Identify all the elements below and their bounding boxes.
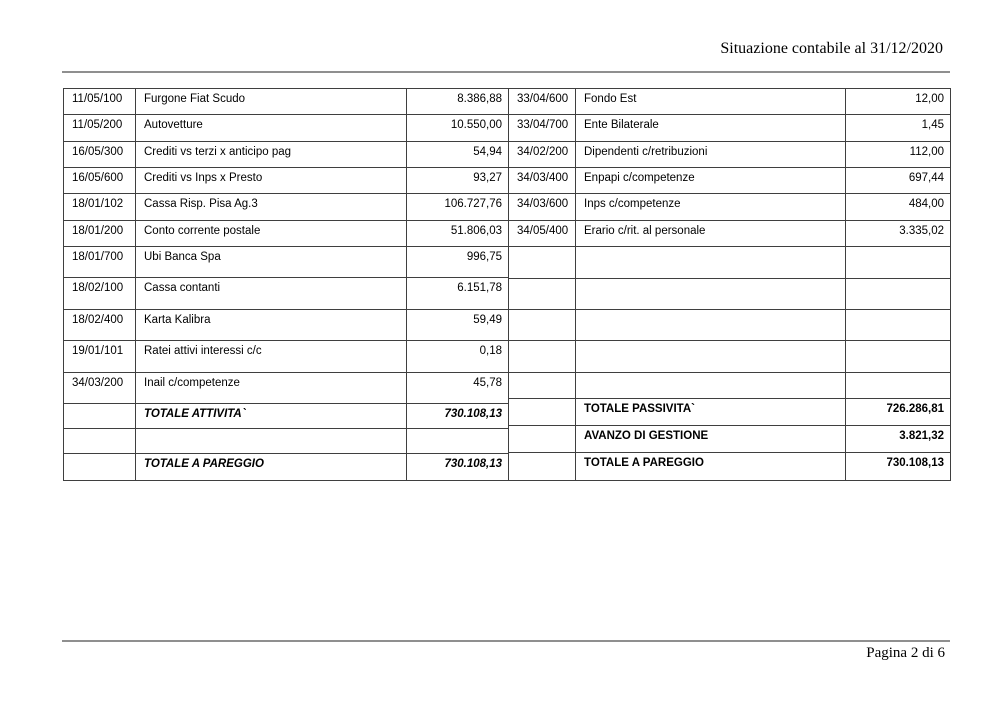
account-code-cell: 34/03/600 — [509, 194, 576, 221]
account-desc-cell: TOTALE A PAREGGIO — [576, 453, 846, 481]
account-amount-cell: 45,78 — [407, 373, 509, 404]
account-amount-cell: 996,75 — [407, 247, 509, 278]
header-divider — [62, 71, 950, 73]
table-row — [64, 247, 509, 278]
table-row — [509, 279, 951, 310]
account-desc-cell: AVANZO DI GESTIONE — [576, 426, 846, 453]
account-amount-cell: 59,49 — [407, 310, 509, 341]
passivita-table — [508, 88, 951, 481]
account-code-cell: 16/05/300 — [64, 142, 136, 168]
table-row — [64, 194, 509, 221]
account-desc-cell: Cassa contanti — [136, 278, 407, 310]
account-desc-cell — [576, 341, 846, 373]
account-amount-cell — [846, 341, 951, 373]
account-code-cell — [509, 453, 576, 481]
account-amount-cell: 51.806,03 — [407, 221, 509, 247]
account-code-cell: 18/02/400 — [64, 310, 136, 341]
account-desc-cell — [576, 279, 846, 310]
account-amount-cell: 3.335,02 — [846, 221, 951, 247]
account-amount-cell: 730.108,13 — [846, 453, 951, 481]
account-desc-cell: Karta Kalibra — [136, 310, 407, 341]
passivita-table-body — [509, 89, 951, 481]
account-desc-cell: Crediti vs Inps x Presto — [136, 168, 407, 194]
table-row — [64, 89, 509, 115]
account-code-cell — [509, 399, 576, 426]
account-code-cell — [509, 310, 576, 341]
account-code-cell — [64, 429, 136, 454]
account-desc-cell: Fondo Est — [576, 89, 846, 115]
page-number: Pagina 2 di 6 — [866, 645, 945, 661]
account-amount-cell: 3.821,32 — [846, 426, 951, 453]
account-desc-cell: Ubi Banca Spa — [136, 247, 407, 278]
account-code-cell — [64, 454, 136, 481]
account-code-cell — [64, 404, 136, 429]
account-desc-cell: Erario c/rit. al personale — [576, 221, 846, 247]
account-amount-cell: 484,00 — [846, 194, 951, 221]
table-row — [509, 142, 951, 168]
table-row — [64, 404, 509, 429]
account-amount-cell — [407, 429, 509, 454]
account-amount-cell — [846, 310, 951, 341]
table-row — [64, 115, 509, 142]
account-desc-cell: Cassa Risp. Pisa Ag.3 — [136, 194, 407, 221]
account-desc-cell: Ratei attivi interessi c/c — [136, 341, 407, 373]
account-code-cell: 33/04/700 — [509, 115, 576, 142]
table-row — [509, 453, 951, 481]
table-row — [64, 373, 509, 404]
account-code-cell — [509, 341, 576, 373]
account-code-cell — [509, 247, 576, 279]
account-desc-cell — [576, 373, 846, 399]
account-code-cell: 33/04/600 — [509, 89, 576, 115]
report-title: Situazione contabile al 31/12/2020 — [720, 40, 943, 57]
account-amount-cell — [846, 373, 951, 399]
table-row — [509, 341, 951, 373]
table-row — [64, 341, 509, 373]
account-desc-cell: TOTALE PASSIVITA` — [576, 399, 846, 426]
account-code-cell: 11/05/100 — [64, 89, 136, 115]
table-row — [509, 168, 951, 194]
account-code-cell: 18/01/700 — [64, 247, 136, 278]
account-code-cell — [509, 279, 576, 310]
account-desc-cell: Enpapi c/competenze — [576, 168, 846, 194]
account-desc-cell: TOTALE ATTIVITA` — [136, 404, 407, 429]
account-desc-cell: Inps c/competenze — [576, 194, 846, 221]
account-amount-cell: 12,00 — [846, 89, 951, 115]
table-row — [64, 310, 509, 341]
account-amount-cell: 697,44 — [846, 168, 951, 194]
table-row — [64, 221, 509, 247]
table-row — [64, 454, 509, 481]
account-amount-cell: 726.286,81 — [846, 399, 951, 426]
table-row — [64, 429, 509, 454]
table-row — [64, 142, 509, 168]
account-desc-cell — [576, 310, 846, 341]
attivita-table — [63, 88, 509, 481]
account-amount-cell — [846, 279, 951, 310]
table-row — [509, 399, 951, 426]
account-code-cell: 18/02/100 — [64, 278, 136, 310]
account-amount-cell: 112,00 — [846, 142, 951, 168]
account-desc-cell: Autovetture — [136, 115, 407, 142]
account-desc-cell — [576, 247, 846, 279]
account-code-cell: 18/01/200 — [64, 221, 136, 247]
table-row — [509, 221, 951, 247]
account-amount-cell: 730.108,13 — [407, 404, 509, 429]
account-desc-cell: Furgone Fiat Scudo — [136, 89, 407, 115]
account-code-cell: 11/05/200 — [64, 115, 136, 142]
account-code-cell: 19/01/101 — [64, 341, 136, 373]
account-amount-cell: 93,27 — [407, 168, 509, 194]
account-amount-cell: 730.108,13 — [407, 454, 509, 481]
table-row — [509, 89, 951, 115]
account-desc-cell: TOTALE A PAREGGIO — [136, 454, 407, 481]
account-code-cell: 34/02/200 — [509, 142, 576, 168]
account-code-cell: 18/01/102 — [64, 194, 136, 221]
table-row — [509, 247, 951, 279]
table-row — [509, 373, 951, 399]
table-row — [64, 278, 509, 310]
account-amount-cell: 0,18 — [407, 341, 509, 373]
footer-divider — [62, 640, 950, 642]
account-desc-cell: Dipendenti c/retribuzioni — [576, 142, 846, 168]
table-row — [509, 194, 951, 221]
account-amount-cell: 10.550,00 — [407, 115, 509, 142]
account-code-cell — [509, 426, 576, 453]
account-amount-cell: 106.727,76 — [407, 194, 509, 221]
table-row — [509, 115, 951, 142]
account-amount-cell — [846, 247, 951, 279]
account-amount-cell: 6.151,78 — [407, 278, 509, 310]
account-desc-cell: Ente Bilaterale — [576, 115, 846, 142]
account-desc-cell — [136, 429, 407, 454]
account-code-cell: 34/03/400 — [509, 168, 576, 194]
account-code-cell — [509, 373, 576, 399]
table-row — [64, 168, 509, 194]
account-code-cell: 34/03/200 — [64, 373, 136, 404]
account-desc-cell: Crediti vs terzi x anticipo pag — [136, 142, 407, 168]
account-desc-cell: Inail c/competenze — [136, 373, 407, 404]
account-amount-cell: 8.386,88 — [407, 89, 509, 115]
account-desc-cell: Conto corrente postale — [136, 221, 407, 247]
account-amount-cell: 1,45 — [846, 115, 951, 142]
account-code-cell: 34/05/400 — [509, 221, 576, 247]
account-code-cell: 16/05/600 — [64, 168, 136, 194]
table-row — [509, 426, 951, 453]
account-amount-cell: 54,94 — [407, 142, 509, 168]
attivita-table-body — [64, 89, 509, 481]
table-row — [509, 310, 951, 341]
